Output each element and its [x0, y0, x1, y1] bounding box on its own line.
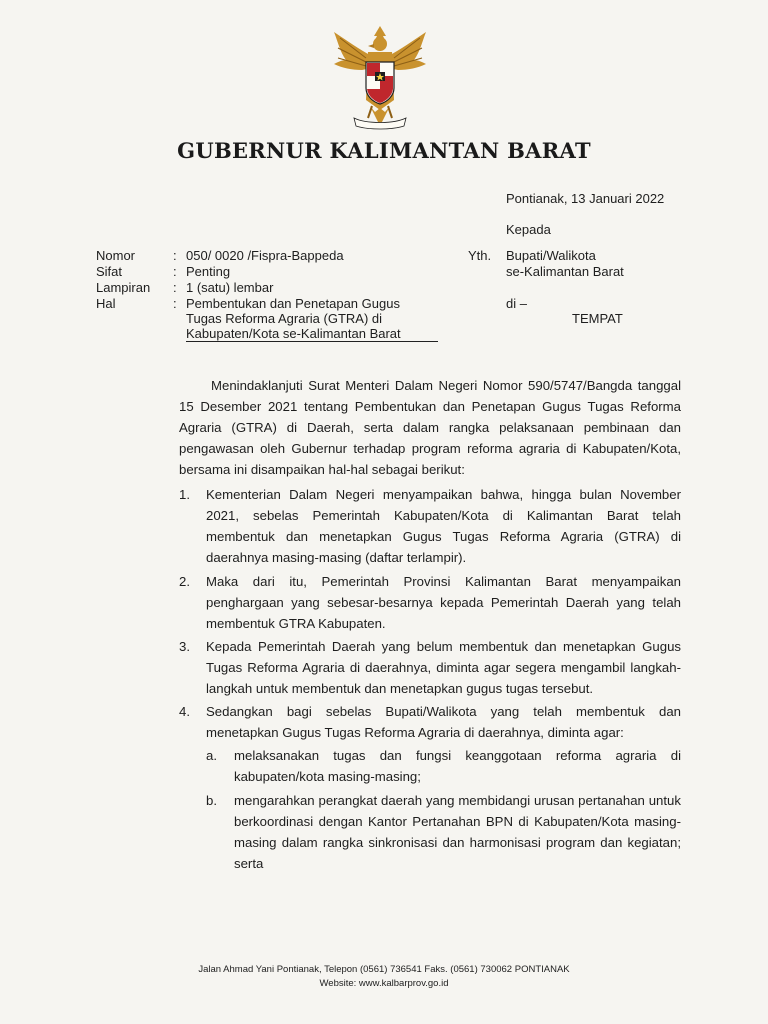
yth-label: Yth. — [468, 248, 492, 263]
item-number: 4. — [179, 704, 190, 719]
sifat-label: Sifat — [96, 264, 123, 279]
item-number: 1. — [179, 487, 190, 502]
subitem-letter: b. — [206, 793, 217, 808]
footer-address: Jalan Ahmad Yani Pontianak, Telepon (0561) 736541 Faks. (0561) 730062 PONTIANAK — [198, 964, 570, 975]
meta-colon: : — [173, 280, 177, 295]
place-date: Pontianak, 13 Januari 2022 — [506, 191, 665, 206]
meta-colon: : — [173, 264, 177, 279]
item-number: 2. — [179, 574, 190, 589]
list-item-1: Kementerian Dalam Negeri menyampaikan bahwa, hingga bulan November 2021, sebelas Pemerintah Kabupaten/Kota di Kalimantan Barat telah membentuk dan menetapkan Gugus Tugas Reforma Agraria (GTRA) di daerahnya masing-masing (daftar terlampir). — [206, 487, 681, 565]
list-item-4: Sedangkan bagi sebelas Bupati/Walikota yang telah membentuk dan menetapkan Gugus Tugas Reforma Agraria di daerahnya, diminta agar: — [206, 704, 681, 740]
subitem-letter: a. — [206, 748, 217, 763]
item-number: 3. — [179, 639, 190, 654]
meta-colon: : — [173, 296, 177, 311]
kepada-label: Kepada — [506, 222, 551, 237]
di-label: di – — [506, 296, 527, 311]
nomor-value: 050/ 0020 /Fispra-Bappeda — [186, 248, 344, 263]
hal-underline — [186, 341, 438, 342]
lampiran-label: Lampiran — [96, 280, 151, 295]
intro-paragraph: Menindaklanjuti Surat Menteri Dalam Negeri Nomor 590/5747/Bangda tanggal 15 Desember 2021 tentang Pembentukan dan Penetapan Gugus Tugas Reforma Agraria (GTRA) di Daerah, serta dalam rangka pelaksanaan pembinaan dan pengawasan oleh Gubernur terhadap program reforma agraria di Kabupaten/Kota, bersama ini disampaikan hal-hal sebagai berikut: — [179, 378, 681, 477]
sifat-value: Penting — [186, 264, 231, 279]
meta-colon: : — [173, 248, 177, 263]
garuda-emblem-icon — [330, 22, 430, 134]
footer-website: Website: www.kalbarprov.go.id — [319, 978, 449, 989]
recipient-line-2: se-Kalimantan Barat — [506, 264, 624, 279]
lampiran-value: 1 (satu) lembar — [186, 280, 274, 295]
governor-title: GUBERNUR KALIMANTAN BARAT — [177, 138, 591, 163]
hal-line-1: Pembentukan dan Penetapan Gugus — [186, 296, 400, 311]
recipient-line-1: Bupati/Walikota — [506, 248, 596, 263]
list-item-3: Kepada Pemerintah Daerah yang belum membentuk dan menetapkan Gugus Tugas Reforma Agraria di daerahnya, diminta agar segera mengambil langkah-langkah untuk membentuk dan menetapkan gugus tugas tersebut. — [206, 639, 681, 696]
sub-item-a: melaksanakan tugas dan fungsi keanggotaan reforma agraria di kabupaten/kota masing-masing; — [234, 748, 681, 784]
hal-line-2: Tugas Reforma Agraria (GTRA) di — [186, 311, 383, 326]
list-item-2: Maka dari itu, Pemerintah Provinsi Kalimantan Barat menyampaikan penghargaan yang sebesar-besarnya kepada Pemerintah Daerah yang telah membentuk GTRA Kabupaten. — [206, 574, 681, 631]
hal-label: Hal — [96, 296, 116, 311]
tempat-label: TEMPAT — [572, 311, 623, 326]
hal-line-3: Kabupaten/Kota se-Kalimantan Barat — [186, 326, 401, 341]
sub-item-b: mengarahkan perangkat daerah yang membidangi urusan pertanahan untuk berkoordinasi dengan Kantor Pertanahan BPN di Kabupaten/Kota masing-masing dalam rangka sinkronisasi dan harmonisasi program dan kegiatan; serta — [234, 793, 681, 871]
nomor-label: Nomor — [96, 248, 136, 263]
